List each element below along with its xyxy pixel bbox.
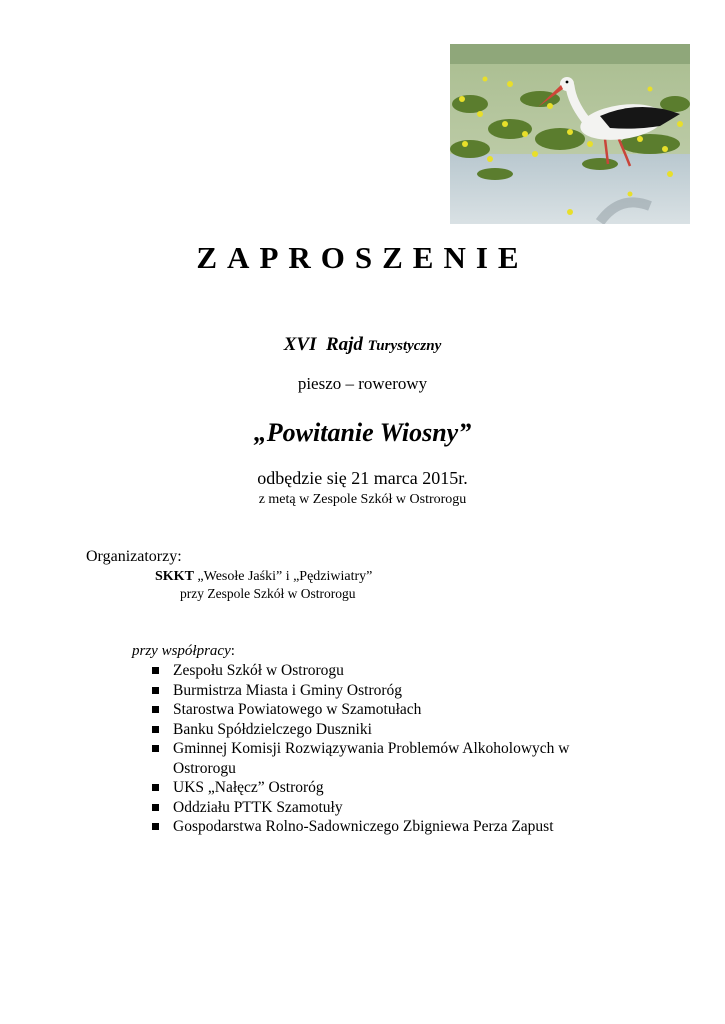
- list-item-text: Gospodarstwa Rolno-Sadowniczego Zbigniewa Perza Zapust: [173, 818, 554, 835]
- event-number: XVI: [283, 334, 317, 355]
- stork-photo: [450, 44, 690, 224]
- cooperation-heading: [132, 643, 235, 660]
- stork-illustration: [450, 44, 690, 224]
- bullet-icon: [152, 726, 159, 733]
- list-item: [150, 817, 633, 837]
- bullet-icon: [152, 823, 159, 830]
- list-item-text: Starostwa Powiatowego w Szamotułach: [173, 701, 422, 718]
- event-rajd: Rajd: [325, 334, 363, 355]
- list-item: [150, 739, 633, 778]
- cooperation-list: [150, 661, 633, 837]
- event-finish: z metą w Zespole Szkół w Ostrorogu: [258, 492, 467, 507]
- list-item-text: Oddziału PTTK Szamotuły: [173, 798, 343, 816]
- event-date: odbędzie się 21 marca 2015r.: [257, 468, 468, 488]
- event-type: Turystyczny: [367, 338, 442, 354]
- bullet-icon: [152, 784, 159, 791]
- list-item: [150, 700, 633, 720]
- cooperation-heading-text: przy współpracy: [132, 643, 231, 659]
- list-item-text: Banku Spółdzielczego Duszniki: [173, 720, 372, 738]
- list-item: [150, 798, 633, 818]
- event-name: „Powitanie Wiosny”: [253, 418, 472, 447]
- list-item: [150, 720, 633, 740]
- bullet-icon: [152, 706, 159, 713]
- list-item-text: Zespołu Szkół w Ostrorogu: [173, 662, 344, 679]
- list-item-text: Burmistrza Miasta i Gminy Ostroróg: [173, 681, 403, 699]
- list-item: [150, 681, 633, 701]
- bullet-icon: [152, 804, 159, 811]
- list-item-text: UKS „Nałęcz” Ostroróg: [173, 779, 324, 796]
- bullet-icon: [152, 745, 159, 752]
- list-item: [150, 661, 633, 681]
- cooperation-heading-colon: :: [230, 643, 235, 659]
- organizers-heading: Organizatorzy:: [86, 548, 182, 565]
- organizers-club-groups: „Wesołe Jaśki” i „Pędziwiatry”: [197, 569, 373, 584]
- organizers-school: przy Zespole Szkół w Ostrorogu: [180, 586, 356, 601]
- invitation-title: ZAPROSZENIE: [196, 240, 529, 275]
- list-item-text: Gminnej Komisji Rozwiązywania Problemów Alkoholowych w Ostrorogu: [173, 740, 570, 777]
- organizers-club-line: [155, 569, 372, 585]
- event-heading: [0, 334, 725, 356]
- event-mode: pieszo – rowerowy: [297, 374, 428, 393]
- bullet-icon: [152, 687, 159, 694]
- bullet-icon: [152, 667, 159, 674]
- list-item: [150, 778, 633, 798]
- organizers-club: SKKT: [155, 569, 194, 584]
